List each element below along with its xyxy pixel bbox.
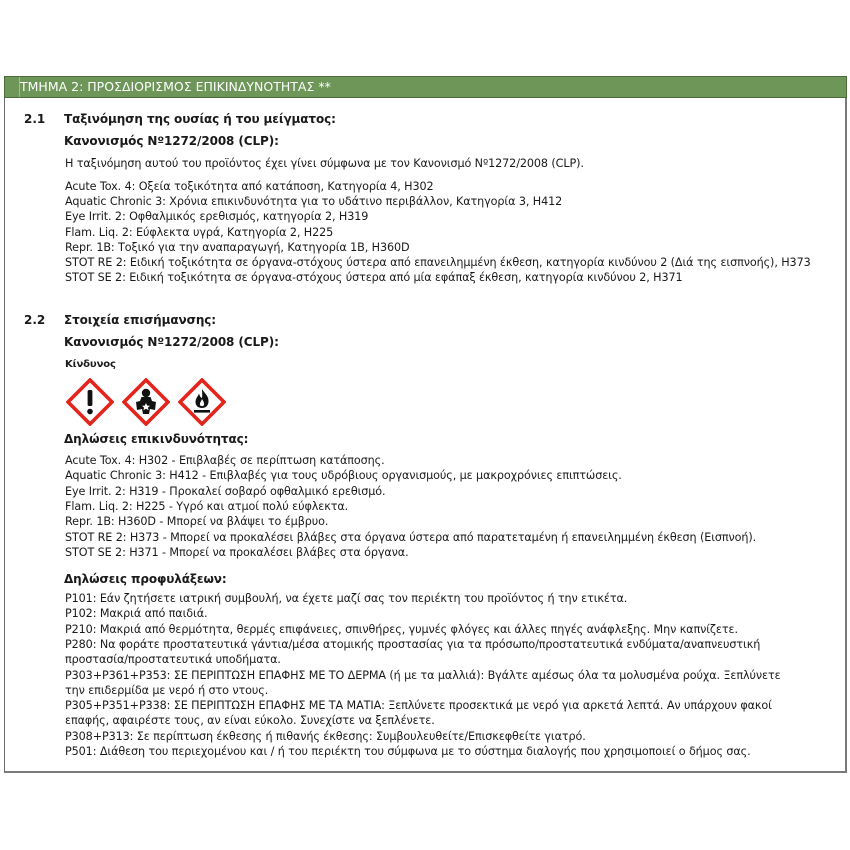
regulation-label-2-2: Κανονισμός Nº1272/2008 (CLP):: [64, 335, 279, 349]
classification-line: Repr. 1B: Τοξικό για την αναπαραγωγή, Κατηγορία 1B, H360D: [65, 240, 410, 254]
precaution-line: P308+P313: Σε περίπτωση έκθεσης ή πιθανής έκθεσης: Συμβουλευθείτε/Επισκεφθείτε γιατρό.: [65, 729, 586, 743]
health-hazard-icon: [122, 378, 170, 426]
precaution-line: P102: Μακριά από παιδιά.: [65, 607, 208, 621]
precaution-line: προστασία/προστατευτικά υποδήματα.: [65, 653, 281, 667]
classification-line: Acute Tox. 4: Οξεία τοξικότητα από κατάποση, Κατηγορία 4, H302: [65, 180, 434, 193]
hazard-statement: Repr. 1B: H360D - Μπορεί να βλάψει το έμβρυο.: [65, 515, 329, 529]
exclamation-mark-icon: [66, 378, 114, 426]
precaution-line: P303+P361+P353: ΣΕ ΠΕΡΙΠΤΩΣΗ ΕΠΑΦΗΣ ΜΕ ΤΟ ΔΕΡΜΑ (ή με τα μαλλιά): Βγάλτε αμέσως όλα τα μολυσμένα ρούχα. Ξεπλύνετε: [65, 668, 781, 682]
classification-line: STOT SE 2: Ειδική τοξικότητα σε όργανα-στόχους ύστερα από μία εφάπαξ έκθεση, κατηγορία κινδύνου 2, H371: [65, 271, 683, 285]
precaution-line: P280: Να φοράτε προστατευτικά γάντια/μέσα ατομικής προστασίας για τα πρόσωπο/προστατευτικά ενδύματα/αναπνευστική: [65, 637, 761, 651]
hazard-statements-heading: Δηλώσεις επικινδυνότητας:: [64, 432, 249, 446]
classification-line: Aquatic Chronic 3: Χρόνια επικινδυνότητα για το υδάτινο περιβάλλον, Κατηγορία 3, H412: [65, 195, 563, 209]
subsection-number-2-1: 2.1: [24, 112, 46, 126]
precaution-line: P101: Εάν ζητήσετε ιατρική συμβουλή, να έχετε μαζί σας τον περιέκτη του προϊόντος ή την ετικέτα.: [65, 592, 628, 605]
regulation-label-2-1: Κανονισμός Nº1272/2008 (CLP):: [64, 134, 279, 148]
precaution-line: P210: Μακριά από θερμότητα, θερμές επιφάνειες, σπινθήρες, γυμνές φλόγες και άλλες πηγές ανάφλεξης. Μην καπνίζετε.: [65, 622, 738, 636]
subsection-heading-2-2: Στοιχεία επισήμανσης:: [64, 313, 216, 327]
classification-line: STOT RE 2: Ειδική τοξικότητα σε όργανα-στόχους ύστερα από επανειλημμένη έκθεση, κατηγορία κινδύνου 2 (Διά της εισπνοής), H373: [65, 256, 811, 269]
classification-line: Flam. Liq. 2: Εύφλεκτα υγρά, Κατηγορία 2, H225: [65, 225, 334, 239]
section-title: ΤΜΗΜΑ 2: ΠΡΟΣΔΙΟΡΙΣΜΟΣ ΕΠΙΚΙΝΔΥΝΟΤΗΤΑΣ **: [20, 79, 331, 94]
hazard-statement: Eye Irrit. 2: H319 - Προκαλεί σοβαρό οφθαλμικό ερεθισμό.: [65, 484, 386, 498]
precaution-line: P305+P351+P338: ΣΕ ΠΕΡΙΠΤΩΣΗ ΕΠΑΦΗΣ ΜΕ ΤΑ ΜΑΤΙΑ: Ξεπλύνετε προσεκτικά με νερό για αρκετά λεπτά. Αν υπάρχουν φακοί: [65, 699, 772, 713]
classification-intro: Η ταξινόμηση αυτού του προϊόντος έχει γίνει σύμφωνα με τον Κανονισμό Nº1272/2008 (CLP).: [65, 157, 584, 170]
hazard-statement: Acute Tox. 4: H302 - Επιβλαβές σε περίπτωση κατάποσης.: [65, 454, 385, 467]
subsection-number-2-2: 2.2: [24, 313, 46, 327]
hazard-statement: Flam. Liq. 2: H225 - Υγρό και ατμοί πολύ εύφλεκτα.: [65, 499, 349, 513]
hazard-statement: STOT SE 2: H371 - Μπορεί να προκαλέσει βλάβες στα όργανα.: [65, 545, 409, 559]
header-divider: [19, 77, 20, 97]
precaution-line: P501: Διάθεση του περιεχομένου και / ή του περιέκτη του σύμφωνα με το σύστημα διαλογής που χρησιμοποιεί ο δήμος σας.: [65, 745, 751, 758]
flame-icon: [178, 378, 226, 426]
subsection-heading-2-1: Ταξινόμηση της ουσίας ή του μείγματος:: [64, 112, 336, 126]
precaution-statements-heading: Δηλώσεις προφυλάξεων:: [64, 572, 227, 586]
precaution-line: την επιδερμίδα με νερό ή στο ντους.: [65, 683, 269, 697]
precaution-line: επαφής, αφαιρέστε τους, αν είναι εύκολο. Συνεχίστε να ξεπλένετε.: [65, 714, 435, 728]
signal-word: Κίνδυνος: [65, 359, 116, 370]
hazard-statement: STOT RE 2: H373 - Μπορεί να προκαλέσει βλάβες στα όργανα ύστερα από παρατεταμένη ή επανειλημμένη έκθεση (Εισπνοή).: [65, 530, 757, 544]
hazard-statement: Aquatic Chronic 3: H412 - Επιβλαβές για τους υδρόβιους οργανισμούς, με μακροχρόνιες επιπτώσεις.: [65, 469, 622, 483]
section-header: [4, 76, 847, 98]
classification-line: Eye Irrit. 2: Οφθαλμικός ερεθισμός, κατηγορία 2, H319: [65, 210, 369, 224]
